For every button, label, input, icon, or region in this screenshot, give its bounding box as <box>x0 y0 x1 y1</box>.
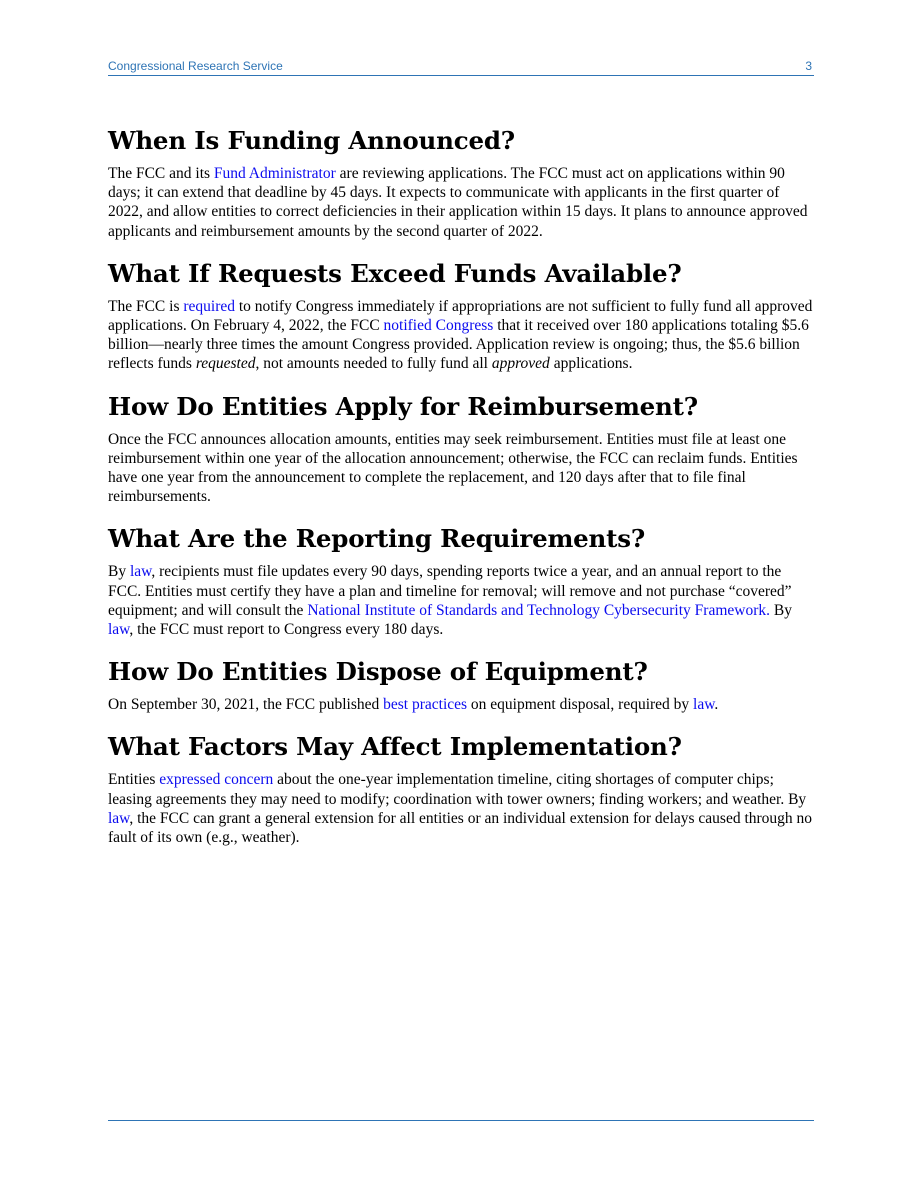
section-paragraph <box>108 562 814 639</box>
text-run: On September 30, 2021, the FCC published <box>108 696 384 714</box>
emphasized-text: approved <box>491 355 550 373</box>
text-run: are reviewing applications. The FCC must act on applications within 90 days; it can extend that deadline by 45 days. It expects to communicate with applicants in the first quarter of 2022, and allow entities to correct deficiencies in their application within 15 days. It plans to announce approved applicants and reimbursement amounts by the second quarter of 2022. <box>108 165 808 240</box>
section-heading: How Do Entities Apply for Reimbursement? <box>108 391 698 421</box>
hyperlink[interactable]: law <box>108 621 130 639</box>
text-run: applications. <box>549 355 633 373</box>
footer-divider <box>108 1120 814 1121</box>
text-run: Entities <box>108 771 160 789</box>
section <box>108 257 814 374</box>
hyperlink[interactable]: law <box>693 696 715 714</box>
text-run: By <box>108 563 130 581</box>
section-paragraph <box>108 297 814 374</box>
page-number: 3 <box>805 59 812 73</box>
section <box>108 522 814 639</box>
hyperlink[interactable]: notified Congress <box>383 317 494 335</box>
section-heading: What Factors May Affect Implementation? <box>108 732 682 762</box>
section-heading: What Are the Reporting Requirements? <box>108 524 646 554</box>
document-body <box>108 124 814 863</box>
text-run: By <box>770 601 792 619</box>
section <box>108 655 814 714</box>
header-organization: Congressional Research Service <box>108 59 283 73</box>
text-run: The FCC and its <box>108 165 214 182</box>
section <box>108 730 814 847</box>
section-paragraph <box>108 430 814 507</box>
section-paragraph <box>108 770 814 847</box>
hyperlink[interactable]: expressed concern <box>159 771 274 789</box>
text-run: , not amounts needed to fully fund all <box>255 355 492 373</box>
hyperlink[interactable]: Fund Administrator <box>213 165 336 182</box>
text-run: , the FCC can grant a general extension for all entities or an individual extension for delays caused through no fault of its own (e.g., weather). <box>108 809 813 847</box>
hyperlink[interactable]: best practices <box>383 696 468 714</box>
text-run: to notify Congress immediately if appropriations are not sufficient to fully fund all approved applications. On February 4, 2022, the FCC <box>108 297 813 335</box>
section <box>108 124 814 241</box>
emphasized-text: requested <box>195 355 256 373</box>
hyperlink[interactable]: law <box>129 563 152 581</box>
text-run: on equipment disposal, required by <box>467 696 694 714</box>
section-heading: How Do Entities Dispose of Equipment? <box>108 657 648 687</box>
section-paragraph <box>108 695 814 714</box>
section <box>108 390 814 507</box>
text-run: Once the FCC announces allocation amounts, entities may seek reimbursement. Entities must file at least one reimbursement within one year of the allocation announcement; otherwise, the FCC can reclaim funds. Entities have one year from the announcement to complete the replacement, and 120 days after that to file final reimbursements. <box>108 430 798 506</box>
text-run: . <box>714 696 719 714</box>
hyperlink[interactable]: National Institute of Standards and Technology Cybersecurity Framework. <box>307 601 770 619</box>
hyperlink[interactable]: required <box>183 297 235 315</box>
page-header <box>108 57 814 76</box>
section-heading: What If Requests Exceed Funds Available? <box>108 258 682 288</box>
section-heading: When Is Funding Announced? <box>108 126 515 155</box>
section-paragraph <box>108 164 814 241</box>
text-run: , recipients must file updates every 90 days, spending reports twice a year, and an annual report to the FCC. Entities must certify they have a plan and timeline for removal; will remove and not purchase “covered” equipment; and will consult the <box>108 563 792 619</box>
text-run: that it received over 180 applications totaling $5.6 billion—nearly three times the amount Congress provided. Application review is ongoing; thus, the $5.6 billion reflects funds <box>108 317 809 373</box>
hyperlink[interactable]: law <box>108 809 130 827</box>
text-run: The FCC is <box>108 297 184 315</box>
text-run: about the one-year implementation timeline, citing shortages of computer chips; leasing agreements they may need to modify; coordination with tower owners; finding workers; and weather. By <box>108 771 807 808</box>
text-run: , the FCC must report to Congress every 180 days. <box>129 621 444 639</box>
